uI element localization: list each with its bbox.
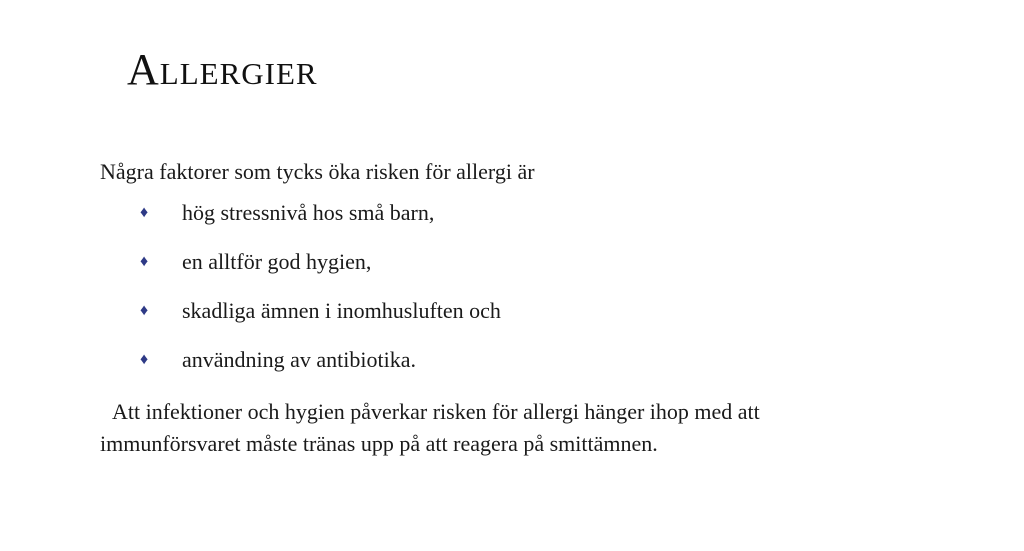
- bullet-list: [140, 198, 501, 394]
- list-item: [140, 345, 501, 375]
- bullet-text: hög stressnivå hos små barn,: [182, 200, 435, 225]
- body-paragraph: Att infektioner och hygien påverkar risken för allergi hänger ihop med att immunförsvaret måste tränas upp på att reagera på smittämnen.: [100, 399, 760, 456]
- bullet-text: användning av antibiotika.: [182, 347, 416, 372]
- diamond-bullet-icon: ♦: [140, 351, 149, 368]
- list-item: [140, 198, 501, 228]
- diamond-bullet-icon: ♦: [140, 302, 149, 319]
- intro-text: Några faktorer som tycks öka risken för allergi är: [100, 159, 535, 184]
- slide-title: Allergier: [127, 45, 318, 94]
- bullet-text: skadliga ämnen i inomhusluften och: [182, 298, 501, 323]
- list-item: [140, 296, 501, 326]
- diamond-bullet-icon: ♦: [140, 204, 149, 221]
- diamond-bullet-icon: ♦: [140, 253, 149, 270]
- list-item: [140, 247, 501, 277]
- bullet-text: en alltför god hygien,: [182, 249, 372, 274]
